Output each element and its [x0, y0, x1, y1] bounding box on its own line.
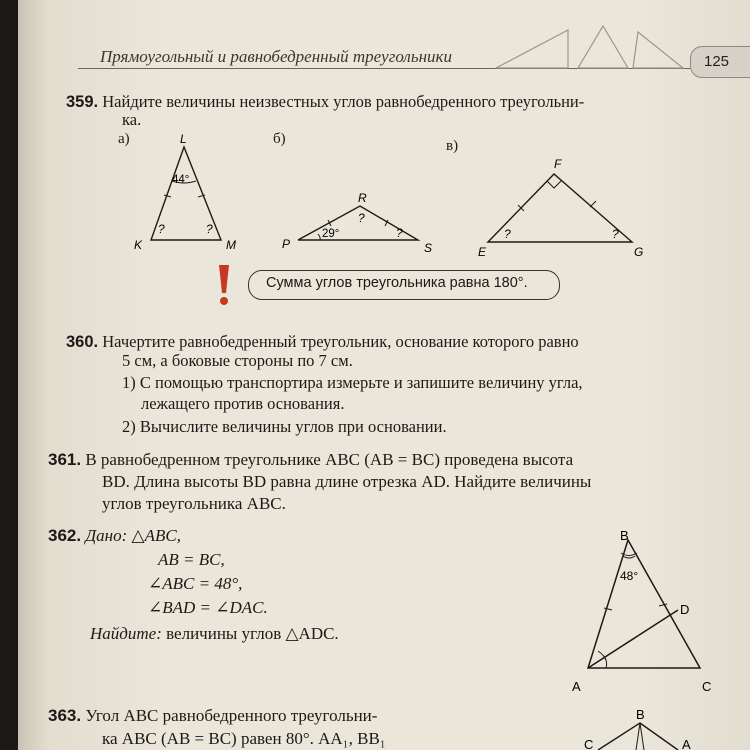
- find-line: Найдите: величины углов △ADC.: [90, 624, 339, 643]
- vertex-f: F: [554, 157, 562, 171]
- find-label: Найдите:: [90, 624, 162, 643]
- problem-359-number: 359.: [66, 93, 99, 111]
- vertex-c-363: C: [584, 737, 594, 750]
- vertex-d-362: D: [680, 602, 690, 617]
- vertex-g: G: [634, 245, 644, 259]
- angle-k-unknown: ?: [158, 222, 165, 236]
- figure-triangle-prs: [278, 190, 438, 260]
- vertex-c-362: C: [702, 679, 712, 694]
- running-header-title: Прямоугольный и равнобедренный треугольники: [100, 47, 452, 66]
- problem-359-line2: ка.: [122, 110, 142, 129]
- page-number: 125: [704, 53, 730, 70]
- problem-360-number: 360.: [66, 333, 99, 351]
- problem-361-line3: углов треугольника ABC.: [102, 494, 286, 513]
- vertex-b-362: B: [620, 528, 629, 543]
- angle-l-value: 44°: [172, 174, 190, 186]
- rule-note-text: Сумма углов треугольника равна 180°.: [266, 275, 528, 291]
- angle-e-unknown: ?: [504, 227, 511, 241]
- problem-363-line2: ка ABC (AB = BC) равен 80°. AA₁, BB₁: [102, 729, 386, 748]
- given-ab-bc: AB = BC,: [158, 550, 225, 569]
- vertex-b-363: B: [636, 707, 645, 722]
- problem-361-line2: BD. Длина высоты BD равна длине отрезка AD. Найдите величины: [102, 472, 592, 491]
- angle-r-unknown: ?: [358, 211, 365, 225]
- problem-360-line1: 360. Начертите равнобедренный треугольник, основание которого равно: [66, 332, 579, 351]
- problem-362-number: 362.: [48, 526, 82, 545]
- textbook-page: [18, 0, 750, 750]
- problem-361-number: 361.: [48, 450, 82, 469]
- angle-p-value: 29°: [322, 228, 340, 240]
- problem-361-line1: 361. В равнобедренном треугольнике ABC (AB = BC) проведена высота: [48, 450, 574, 469]
- vertex-p: P: [282, 237, 291, 251]
- angle-m-unknown: ?: [206, 222, 213, 236]
- problem-360-line2: 5 см, а боковые стороны по 7 см.: [122, 351, 353, 370]
- problem-360-item2: 2) Вычислите величины углов при основании.: [122, 417, 447, 436]
- vertex-m: M: [226, 238, 236, 252]
- problem-363-number: 363.: [48, 706, 82, 725]
- label-c: в): [446, 138, 459, 154]
- label-a: а): [118, 131, 130, 147]
- vertex-a-362: A: [572, 679, 581, 694]
- label-b: б): [273, 131, 286, 147]
- problem-360-item1-line1: 1) С помощью транспортира измерьте и запишите величину угла,: [122, 373, 583, 392]
- angle-s-unknown: ?: [396, 226, 403, 240]
- vertex-a-363: A: [682, 737, 691, 750]
- problem-362-line1: 362. Дано: △ABC,: [48, 526, 181, 545]
- vertex-e: E: [478, 245, 487, 259]
- figure-triangle-efg: [468, 152, 658, 262]
- angle-b-value-362: 48°: [620, 569, 639, 583]
- vertex-s: S: [424, 241, 433, 255]
- problem-360-item1-line2: лежащего против основания.: [141, 394, 345, 413]
- figure-triangle-abc-362: [568, 528, 728, 698]
- figure-triangle-abc-363: [578, 705, 698, 750]
- problem-363-line1: 363. Угол ABC равнобедренного треугольни-: [48, 706, 378, 725]
- vertex-k: K: [134, 238, 143, 252]
- vertex-r: R: [358, 191, 367, 205]
- vertex-l: L: [180, 132, 187, 146]
- figure-triangle-klm: [128, 132, 248, 255]
- header-triangles-decoration: [488, 18, 688, 70]
- given-bad-dac: ∠BAD = ∠DAC.: [148, 598, 268, 617]
- problem-359-line1: 359. Найдите величины неизвестных углов равнобедренного треугольни-: [66, 92, 585, 111]
- exclamation-icon: [216, 263, 232, 307]
- given-angle-abc: ∠ABC = 48°,: [148, 574, 243, 593]
- given-label: Дано:: [85, 526, 128, 545]
- angle-g-unknown: ?: [612, 227, 619, 241]
